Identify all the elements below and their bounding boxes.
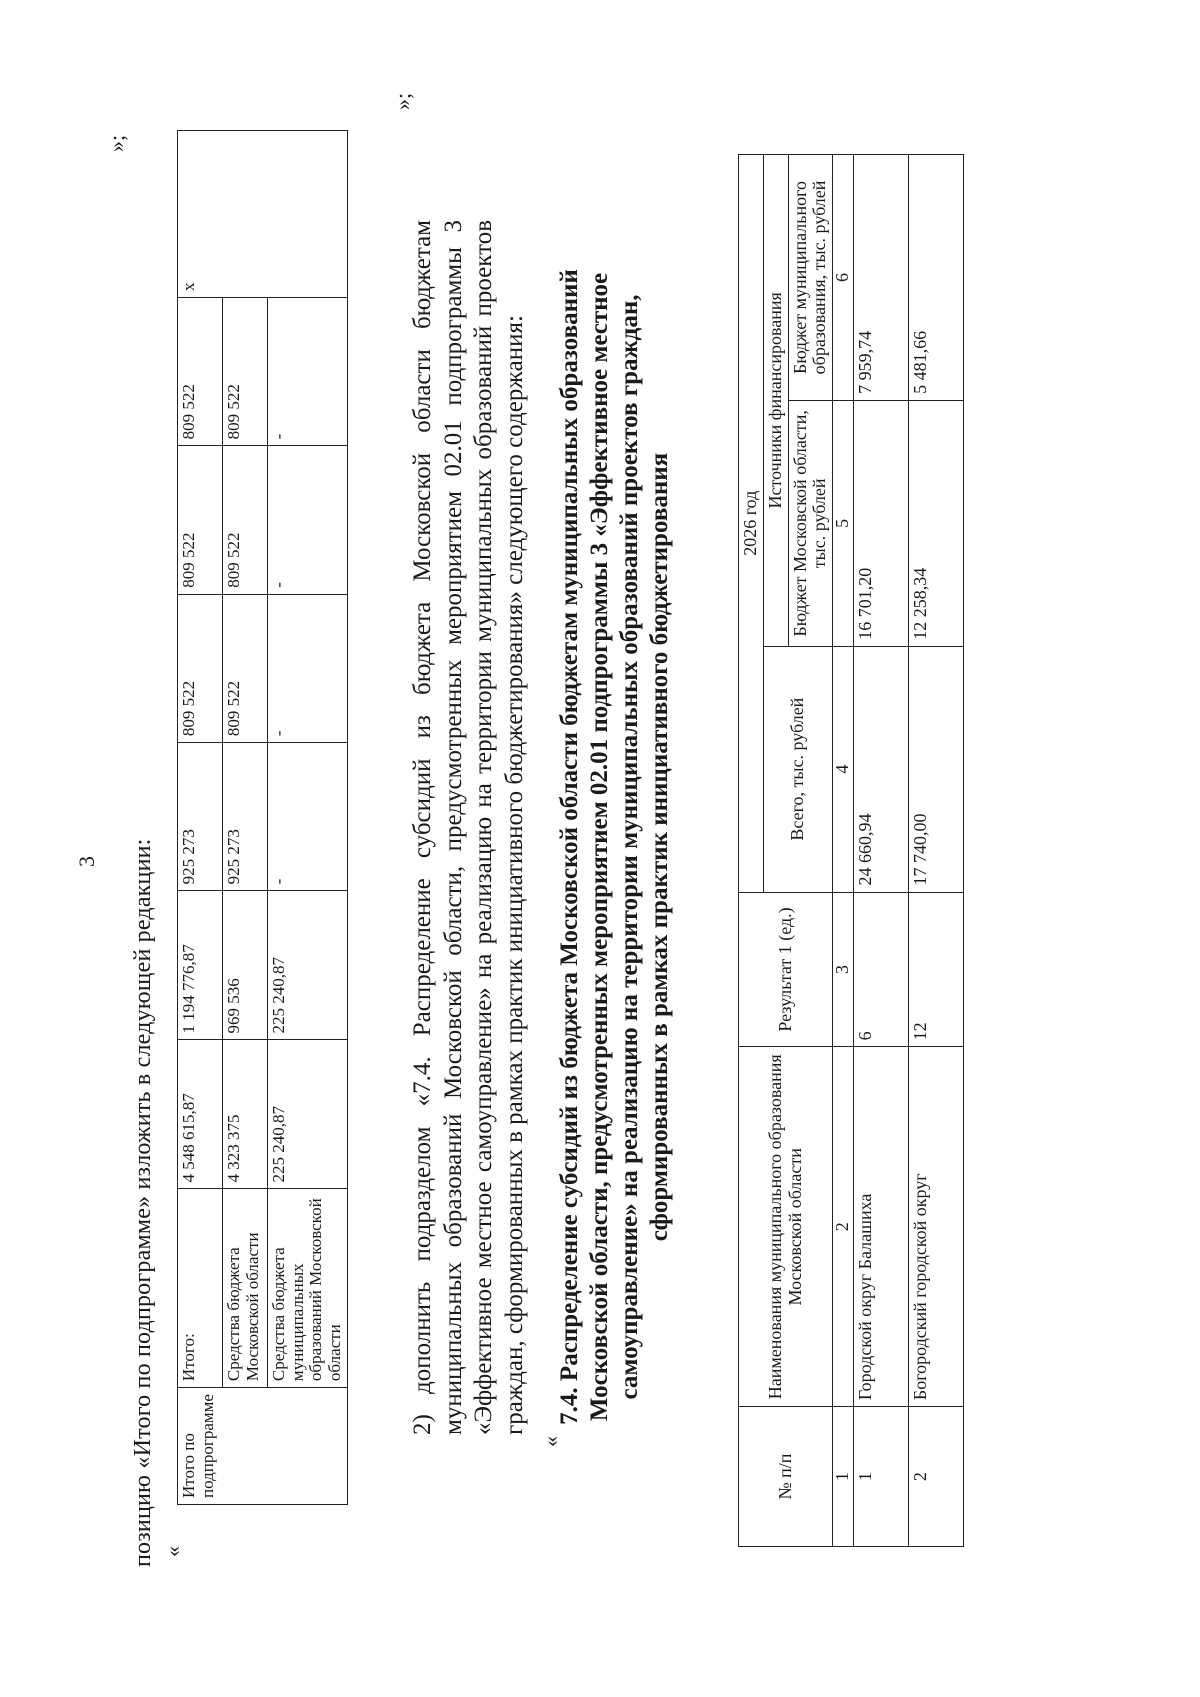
table-row [853, 155, 908, 1547]
cell: 1 [853, 1407, 908, 1547]
cell: 809 522 [223, 446, 268, 594]
cell: 2 [908, 1407, 963, 1547]
cell: 4 [833, 646, 854, 892]
cell: 809 522 [223, 594, 268, 742]
header-total: Всего, тыс. рублей [763, 646, 832, 892]
opening-quote-mark: « [538, 1436, 563, 1447]
table-row [908, 155, 963, 1547]
section-heading: 7.4. Распределение субсидий из бюджета Московской области бюджетам муниципальных образований Московской области, предусмотренных мероприятием 02.01 подпрограммы 3 «Эффективное местное самоуправление» на реализацию на территории муниципальных образований проектов граждан, сформированных в рамках практик инициативного бюджетирования [556, 269, 673, 1425]
cell: 809 522 [178, 298, 223, 446]
amendment-paragraph: 2) дополнить подразделом «7.4. Распределение субсидий из бюджета Московской области бюджетам муниципальных образований Московской области, предусмотренных мероприятием 02.01 подпрограммы 3 «Эффективное местное самоуправление» на реализацию на территории муниципальных образований проектов граждан, сформированных в рамках практик инициативного бюджетирования» следующего содержания: [409, 220, 528, 1435]
cell: - [268, 446, 348, 594]
cell: 7 959,74 [853, 155, 908, 401]
cell: 3 [833, 892, 854, 1047]
row-name: Итого: [178, 1189, 223, 1388]
cell: 925 273 [178, 743, 223, 891]
cell: 12 258,34 [908, 400, 963, 646]
subprogram-total-table [177, 130, 348, 1505]
row-label: Итого по подпрограмме [178, 1388, 348, 1505]
cell: 225 240,87 [268, 891, 348, 1040]
row-name: Средства бюджета муниципальных образований Московской области [268, 1189, 348, 1388]
cell: 5 481,66 [908, 155, 963, 401]
cell: 969 536 [223, 891, 268, 1040]
header-result: Результат 1 (ед.) [739, 892, 833, 1047]
cell: 16 701,20 [853, 400, 908, 646]
cell: - [268, 594, 348, 742]
cell: 4 323 375 [223, 1040, 268, 1189]
closing-quote-mark: »; [390, 92, 415, 110]
column-number-row [833, 155, 854, 1547]
header-mo-budget: Бюджет Московской области, тыс. рублей [788, 400, 833, 646]
cell: 809 522 [223, 298, 268, 446]
cell: 1 [833, 1407, 854, 1547]
table-row [223, 131, 268, 1505]
subsidy-distribution-table [738, 154, 964, 1547]
tail-cell: х [178, 131, 348, 298]
header-name: Наименования муниципального образования Московской области [739, 1047, 833, 1407]
cell: 225 240,87 [268, 1040, 348, 1189]
cell: 17 740,00 [908, 646, 963, 892]
table-row [178, 131, 223, 1505]
intro-text: позицию «Итого по подпрограмме» изложить в следующей редакции: [130, 838, 156, 1567]
table-row [268, 131, 348, 1505]
row-name: Средства бюджета Московской области [223, 1189, 268, 1388]
cell: 6 [833, 155, 854, 401]
header-num: № п/п [739, 1407, 833, 1547]
page-number: 3 [74, 856, 99, 867]
header-sources: Источники финансирования [763, 155, 788, 647]
cell: - [268, 743, 348, 891]
cell: - [268, 298, 348, 446]
closing-quote-mark: »; [104, 134, 129, 152]
header-municipal-budget: Бюджет муниципального образования, тыс. рублей [788, 155, 833, 401]
cell: 24 660,94 [853, 646, 908, 892]
cell: 2 [833, 1047, 854, 1407]
cell: Городской округ Балашиха [853, 1047, 908, 1407]
cell: Богородский городской округ [908, 1047, 963, 1407]
cell: 4 548 615,87 [178, 1040, 223, 1189]
table-header-row [739, 155, 764, 1547]
cell: 809 522 [178, 446, 223, 594]
cell: 925 273 [223, 743, 268, 891]
header-year: 2026 год [739, 155, 764, 893]
cell: 6 [853, 892, 908, 1047]
cell: 12 [908, 892, 963, 1047]
cell: 5 [833, 400, 854, 646]
cell: 1 194 776,87 [178, 891, 223, 1040]
cell: 809 522 [178, 594, 223, 742]
opening-quote-mark: « [160, 1546, 185, 1557]
